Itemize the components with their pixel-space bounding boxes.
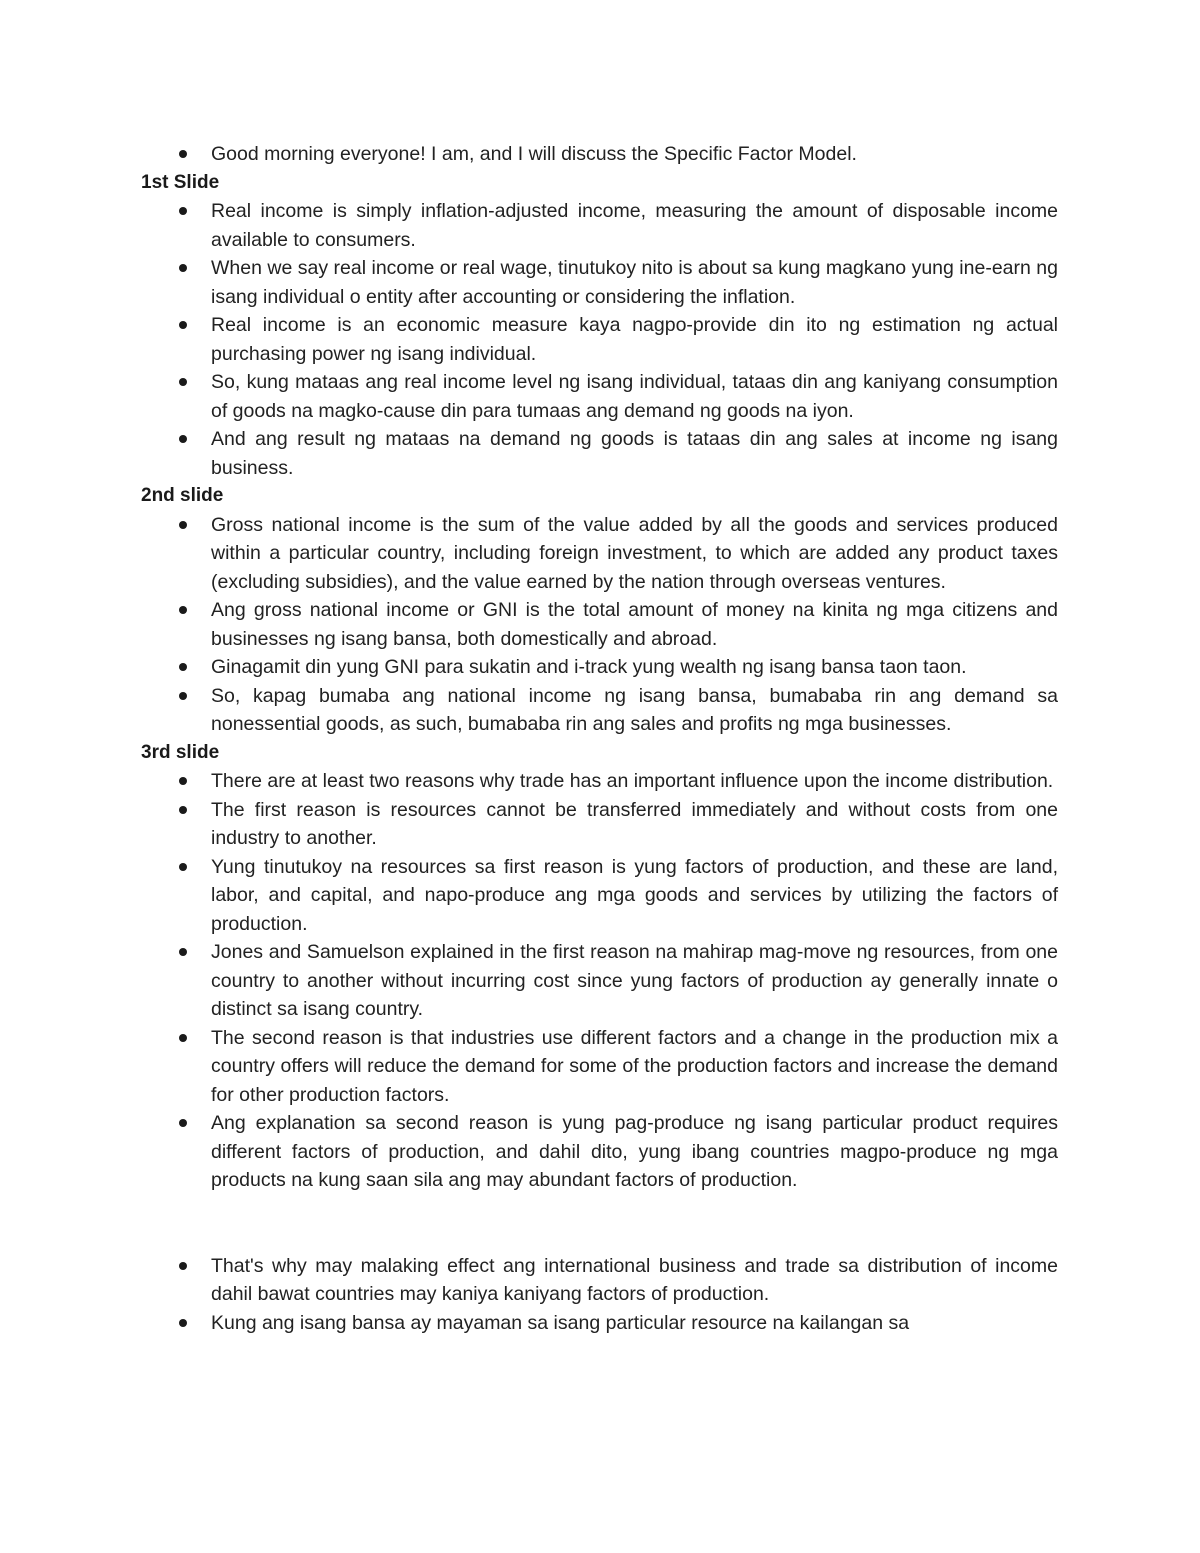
list-item [141, 140, 1058, 169]
bullet-icon [179, 1119, 187, 1127]
bullet-icon [179, 321, 187, 329]
list-item [141, 1024, 1058, 1110]
section-list-3rd-slide-continued [141, 1252, 1058, 1338]
list-item [141, 767, 1058, 796]
list-item-text: The first reason is resources cannot be transferred immediately and without costs from one industry to another. [211, 798, 1058, 849]
bullet-icon [179, 692, 187, 700]
section-heading-1st-slide: 1st Slide [141, 171, 220, 193]
intro-list [141, 140, 1058, 169]
list-item-text: Real income is simply inflation-adjusted income, measuring the amount of disposable income available to consumers. [211, 200, 1058, 251]
list-item [141, 368, 1058, 425]
list-item [141, 311, 1058, 368]
document-body [141, 140, 1058, 1337]
bullet-icon [179, 1319, 187, 1327]
list-item [141, 938, 1058, 1024]
list-item-text: That's why may malaking effect ang international business and trade sa distribution of income dahil bawat countries may kaniya kaniyang factors of production. [211, 1254, 1058, 1305]
list-item [141, 682, 1058, 739]
section-heading-3rd-slide: 3rd slide [141, 741, 220, 763]
list-item [141, 1309, 1058, 1338]
bullet-icon [179, 663, 187, 671]
list-item-text: Kung ang isang bansa ay mayaman sa isang particular resource na kailangan sa [211, 1311, 910, 1334]
section-heading-2nd-slide: 2nd slide [141, 485, 224, 506]
list-item-text: Ang explanation sa second reason is yung pag-produce ng isang particular product requires different factors of production, and dahil dito, yung ibang countries magpo-produce ng mga products na kung saan sila ang may abundant factors of production. [211, 1112, 1058, 1191]
list-item-text: And ang result ng mataas na demand ng goods is tataas din ang sales at income ng isang business. [211, 428, 1058, 479]
list-item [141, 1252, 1058, 1309]
bullet-icon [179, 806, 187, 814]
bullet-icon [179, 378, 187, 386]
bullet-icon [179, 207, 187, 215]
blank-gap [141, 1195, 1058, 1252]
list-item-text: Gross national income is the sum of the value added by all the goods and services produced within a particular country, including foreign investment, to which are added any product taxes (excluding subsidies), and the value earned by the nation through overseas ventures. [211, 513, 1058, 593]
bullet-icon [179, 948, 187, 956]
list-item-text: Good morning everyone! I am, and I will discuss the Specific Factor Model. [211, 143, 857, 165]
list-item-text: When we say real income or real wage, tinutukoy nito is about sa kung magkano yung ine-earn ng isang individual o entity after accounting or considering the inflation. [211, 257, 1058, 308]
list-item-text: Ginagamit din yung GNI para sukatin and i-track yung wealth ng isang bansa taon taon. [211, 656, 967, 678]
bullet-icon [179, 1262, 187, 1270]
bullet-icon [179, 1034, 187, 1042]
bullet-icon [179, 521, 187, 529]
list-item-text: There are at least two reasons why trade has an important influence upon the income distribution. [211, 770, 1054, 792]
section-list-1st-slide [141, 197, 1058, 482]
list-item-text: The second reason is that industries use different factors and a change in the production mix a country offers will reduce the demand for some of the production factors and increase the demand for other production factors. [211, 1026, 1058, 1106]
bullet-icon [179, 435, 187, 443]
list-item-text: Real income is an economic measure kaya nagpo-provide din ito ng estimation ng actual purchasing power ng isang individual. [211, 314, 1058, 365]
list-item [141, 511, 1058, 597]
bullet-icon [179, 264, 187, 272]
section-list-2nd-slide [141, 511, 1058, 739]
list-item-text: Yung tinutukoy na resources sa first reason is yung factors of production, and these are land, labor, and capital, and napo-produce ang mga goods and services by utilizing the factors of production. [211, 855, 1058, 935]
list-item [141, 796, 1058, 853]
list-item-text: Ang gross national income or GNI is the total amount of money na kinita ng mga citizens and businesses ng isang bansa, both domestically and abroad. [211, 599, 1058, 650]
section-list-3rd-slide [141, 767, 1058, 1195]
list-item [141, 1109, 1058, 1195]
list-item [141, 596, 1058, 653]
list-item [141, 425, 1058, 482]
list-item [141, 853, 1058, 939]
bullet-icon [179, 863, 187, 871]
bullet-icon [179, 606, 187, 614]
bullet-icon [179, 150, 187, 158]
bullet-icon [179, 777, 187, 785]
list-item [141, 254, 1058, 311]
list-item [141, 197, 1058, 254]
list-item-text: So, kung mataas ang real income level ng isang individual, tataas din ang kaniyang consumption of goods na magko-cause din para tumaas ang demand ng goods na iyon. [211, 371, 1058, 422]
list-item-text: So, kapag bumaba ang national income ng isang bansa, bumababa rin ang demand sa nonessential goods, as such, bumababa rin ang sales and profits ng mga businesses. [211, 684, 1058, 735]
list-item [141, 653, 1058, 682]
list-item-text: Jones and Samuelson explained in the first reason na mahirap mag-move ng resources, from one country to another without incurring cost since yung factors of production ay generally innate o distinct sa isang country. [211, 941, 1058, 1020]
